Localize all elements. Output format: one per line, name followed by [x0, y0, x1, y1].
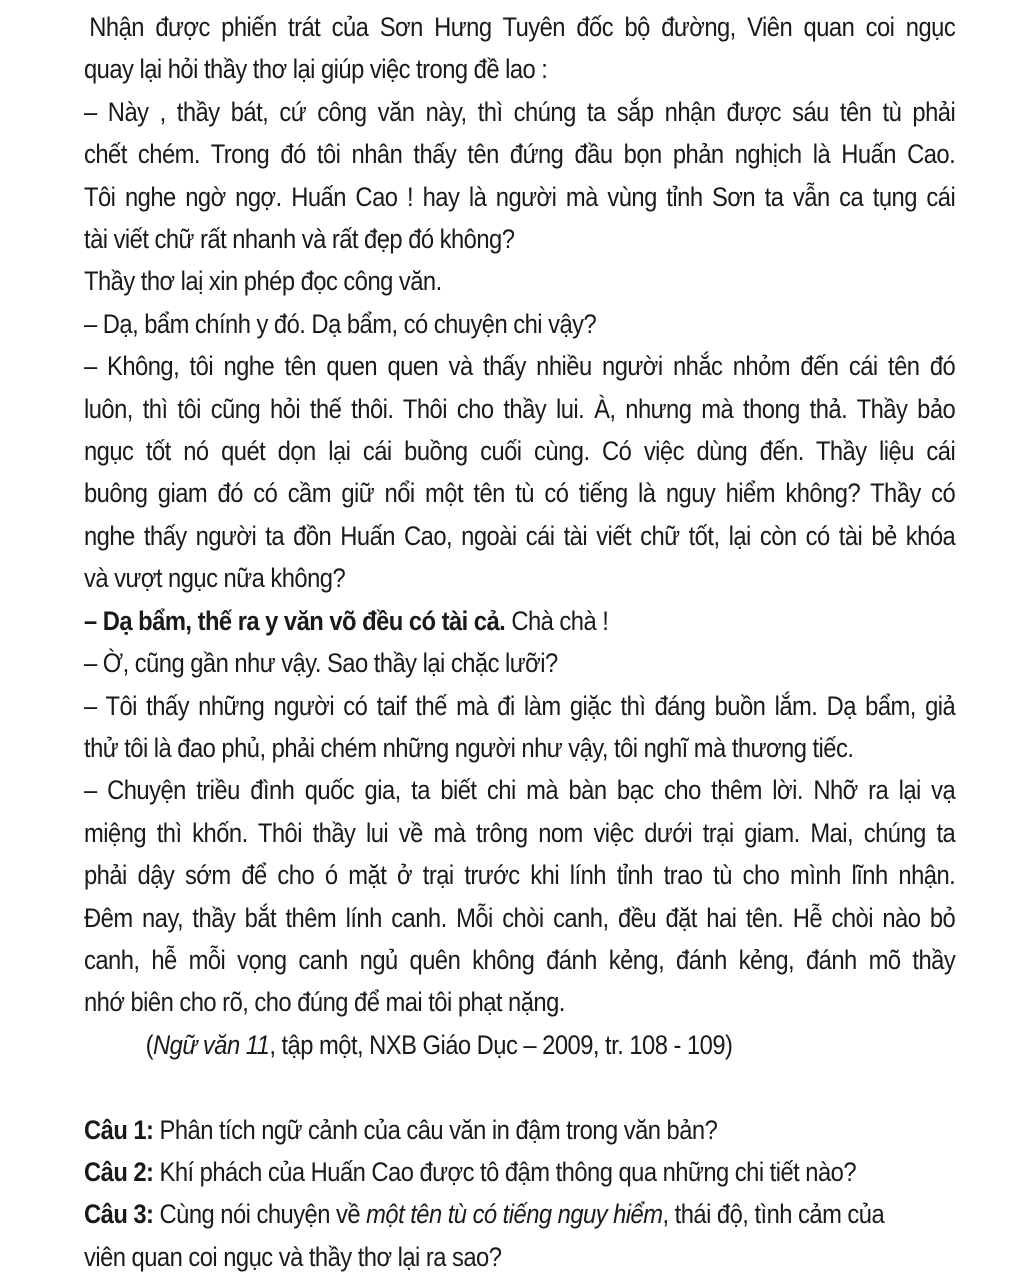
bold-sentence: – Dạ bẩm, thế ra y văn võ đều có tài cả. — [84, 605, 506, 636]
passage-line: và vượt ngục nữa không? — [84, 563, 346, 594]
question-1 — [84, 1109, 955, 1151]
question-3-continuation: viên quan coi ngục và thầy thơ lại ra sao? — [84, 1241, 502, 1272]
citation-details: , tập một, NXB Giáo Dục – 2009, tr. 108 - 109) — [269, 1029, 733, 1060]
passage-line: – Ờ, cũng gần như vậy. Sao thầy lại chặc lưỡi? — [84, 648, 558, 679]
question-text: Phân tích ngữ cảnh của câu văn in đậm trong văn bản? — [153, 1114, 718, 1145]
passage-line: Nhận được phiến trát của Sơn Hưng Tuyên đốc bộ đường, Viên quan coi ngục — [89, 12, 956, 42]
passage-line: – Không, tôi nghe tên quen quen và thấy nhiều người nhắc nhỏm đến cái tên đó — [84, 351, 956, 382]
blank-line — [84, 1066, 955, 1108]
passage-line: tài viết chữ rất nhanh và rất đẹp đó không? — [84, 224, 515, 255]
passage-line: – Tôi thấy những người có taif thế mà đi làm giặc thì đáng buồn lắm. Dạ bẩm, giả — [84, 690, 956, 721]
passage-line: chết chém. Trong đó tôi nhân thấy tên đứng đầu bọn phản nghịch là Huấn Cao. — [84, 139, 956, 170]
question-text-italic: một tên tù có tiếng nguy hiểm — [366, 1199, 663, 1230]
passage-line: luôn, thì tôi cũng hỏi thế thôi. Thôi cho thầy lui. À, nhưng mà thong thả. Thầy bảo — [84, 393, 956, 424]
question-text: , thái độ, tình cảm của — [662, 1199, 885, 1230]
question-2 — [84, 1151, 955, 1193]
passage-line: phải dậy sớm để cho ó mặt ở trại trước khi lính tỉnh trao tù cho mình lĩnh nhận. — [84, 860, 956, 891]
passage-line: thử tôi là đao phủ, phải chém những người như vậy, tôi nghĩ mà thương tiếc. — [84, 732, 854, 763]
passage-line: Đêm nay, thầy bắt thêm lính canh. Mỗi chòi canh, đều đặt hai tên. Hễ chòi nào bỏ — [84, 902, 956, 933]
passage-line: – Dạ, bẩm chính y đó. Dạ bẩm, có chuyện chi vậy? — [84, 308, 597, 339]
passage-line: canh, hễ mỗi vọng canh ngủ quên không đánh kẻng, đánh kẻng, đánh mõ thầy — [84, 944, 956, 975]
source-citation — [84, 1024, 955, 1066]
citation-open: ( — [145, 1029, 153, 1060]
question-text: Khí phách của Huấn Cao được tô đậm thông qua những chi tiết nào? — [153, 1156, 857, 1187]
passage-line: – Chuyện triều đình quốc gia, ta biết chi mà bàn bạc cho thêm lời. Nhỡ ra lại vạ — [84, 775, 956, 806]
question-label: Câu 1: — [84, 1114, 154, 1145]
passage-line: Thầy thơ laị xin phép đọc công văn. — [84, 266, 442, 297]
passage-line: nghe thấy người ta đồn Huấn Cao, ngoài cái tài viết chữ tốt, lại còn có tài bẻ khóa — [84, 520, 956, 551]
question-3 — [84, 1193, 955, 1235]
passage-line: ngục tốt nó quét dọn lại cái buồng cuối cùng. Có việc dùng đến. Thầy liệu cái — [84, 436, 956, 467]
passage-line: buông giam đó có cầm giữ nổi một tên tù có tiếng là nguy hiểm không? Thầy có — [84, 478, 956, 509]
question-text: Cùng nói chuyện về — [153, 1199, 367, 1230]
bold-line-rest: Chà chà ! — [505, 605, 609, 636]
passage-line: miệng thì khốn. Thôi thầy lui về mà trông nom việc dưới trại giam. Mai, chúng ta — [84, 817, 956, 848]
citation-book-title: Ngữ văn 11 — [152, 1029, 270, 1060]
passage-line: nhớ biên cho rõ, cho đúng để mai tôi phạt nặng. — [84, 987, 565, 1018]
question-label: Câu 2: — [84, 1156, 154, 1187]
bold-sentence-line — [84, 600, 955, 642]
passage-line: – Này , thầy bát, cứ công văn này, thì chúng ta sắp nhận được sáu tên tù phải — [84, 96, 956, 127]
question-label: Câu 3: — [84, 1199, 154, 1230]
passage-text — [84, 6, 955, 1278]
passage-line: quay lại hỏi thầy thơ lại giúp việc trong đề lao : — [84, 54, 548, 85]
passage-line: Tôi nghe ngờ ngợ. Huấn Cao ! hay là người mà vùng tỉnh Sơn ta vẫn ca tụng cái — [84, 181, 956, 212]
